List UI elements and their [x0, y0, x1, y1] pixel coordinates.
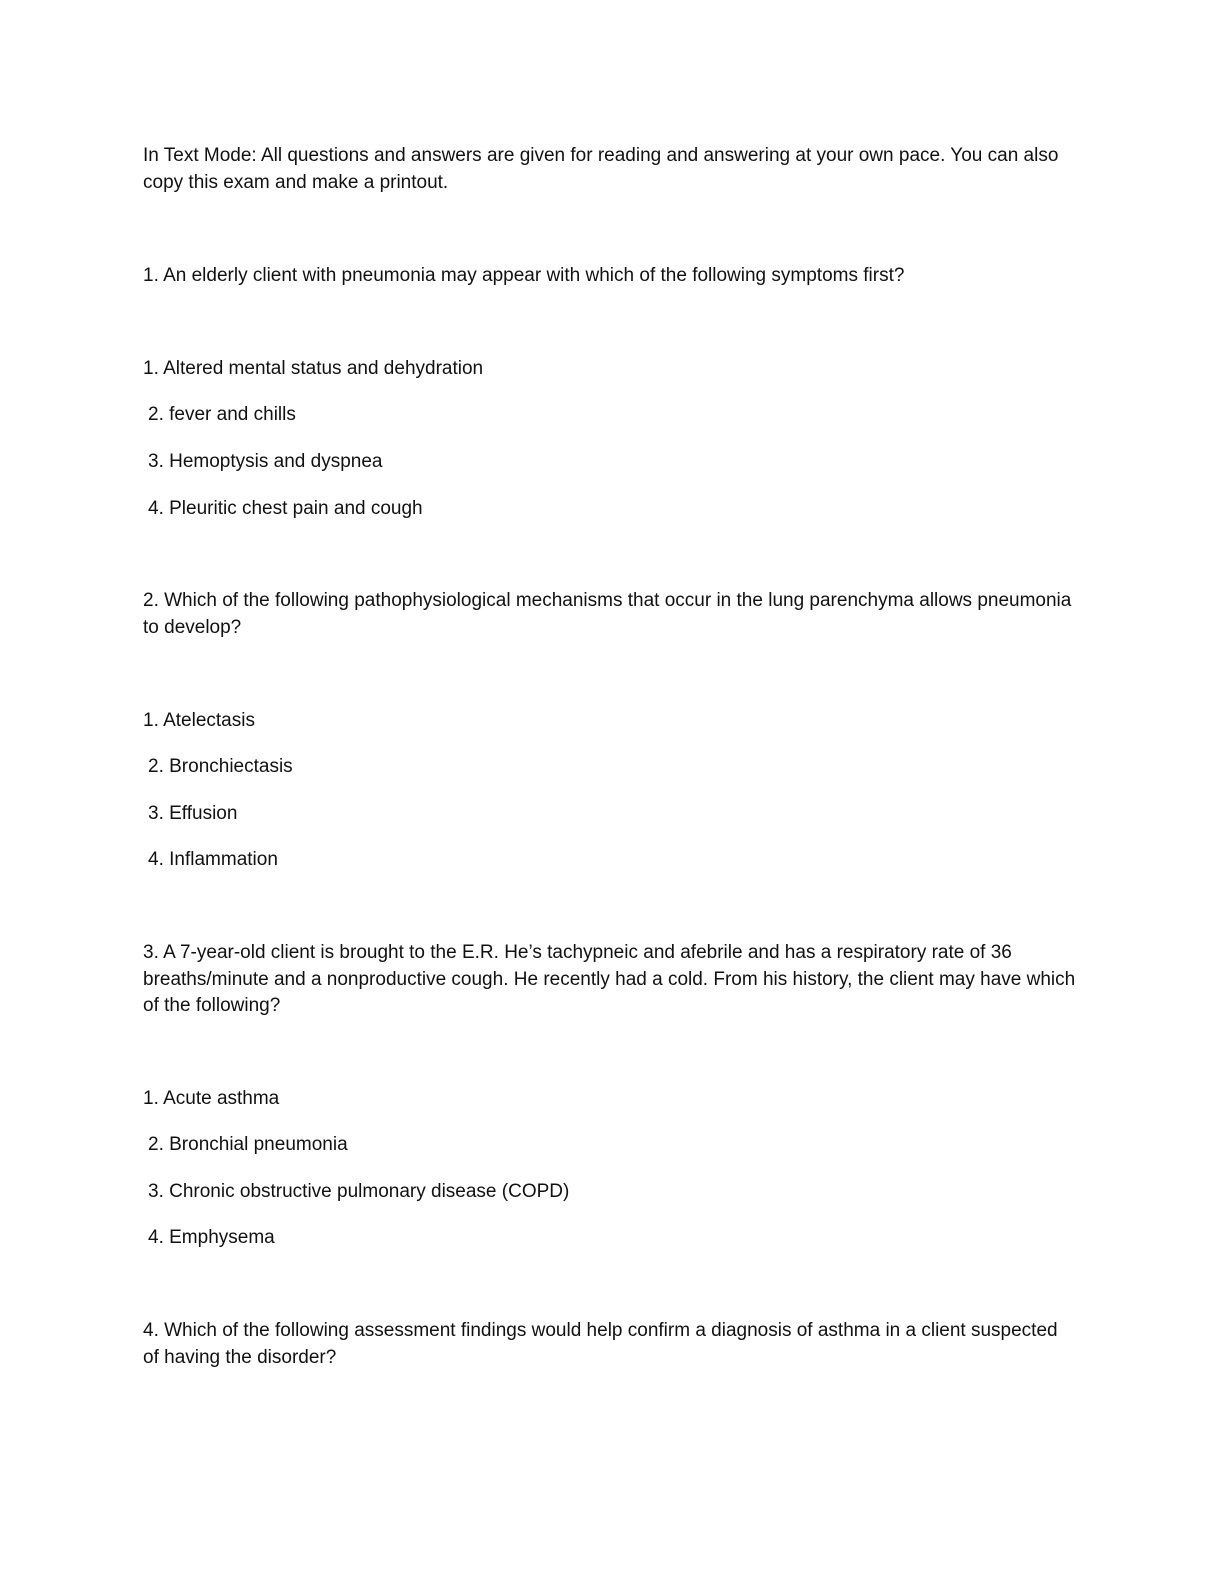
- question-4-text: 4. Which of the following assessment findings would help confirm a diagnosis of asthma in a client suspected of having the disorder?: [143, 1320, 1058, 1368]
- intro-paragraph: In Text Mode: All questions and answers are given for reading and answering at your own pace. You can also copy this exam and make a printout.: [143, 145, 1059, 193]
- question-3-option-2: 2. Bronchial pneumonia: [148, 1134, 348, 1155]
- question-2-option-2: 2. Bronchiectasis: [148, 756, 293, 777]
- question-1-option-3: 3. Hemoptysis and dyspnea: [148, 451, 383, 472]
- question-3-text: 3. A 7-year-old client is brought to the E.R. He’s tachypneic and afebrile and has a respiratory rate of 36 breaths/minute and a nonproductive cough. He recently had a cold. From his history, the client may have which of the following?: [143, 942, 1076, 1016]
- question-3-option-3: 3. Chronic obstructive pulmonary disease (COPD): [148, 1181, 570, 1202]
- question-2-option-4: 4. Inflammation: [148, 849, 278, 870]
- question-3-option-4: 4. Emphysema: [148, 1227, 275, 1248]
- question-2-option-1: 1. Atelectasis: [143, 710, 255, 731]
- question-3-option-1: 1. Acute asthma: [143, 1088, 280, 1109]
- question-2-text: 2. Which of the following pathophysiological mechanisms that occur in the lung parenchyma allows pneumonia to develop?: [143, 590, 1072, 638]
- question-1-option-1: 1. Altered mental status and dehydration: [143, 358, 484, 379]
- question-1-option-4: 4. Pleuritic chest pain and cough: [148, 498, 423, 519]
- question-1-option-2: 2. fever and chills: [148, 404, 296, 425]
- question-2-option-3: 3. Effusion: [148, 803, 238, 824]
- question-1-text: 1. An elderly client with pneumonia may appear with which of the following symptoms first?: [143, 265, 905, 286]
